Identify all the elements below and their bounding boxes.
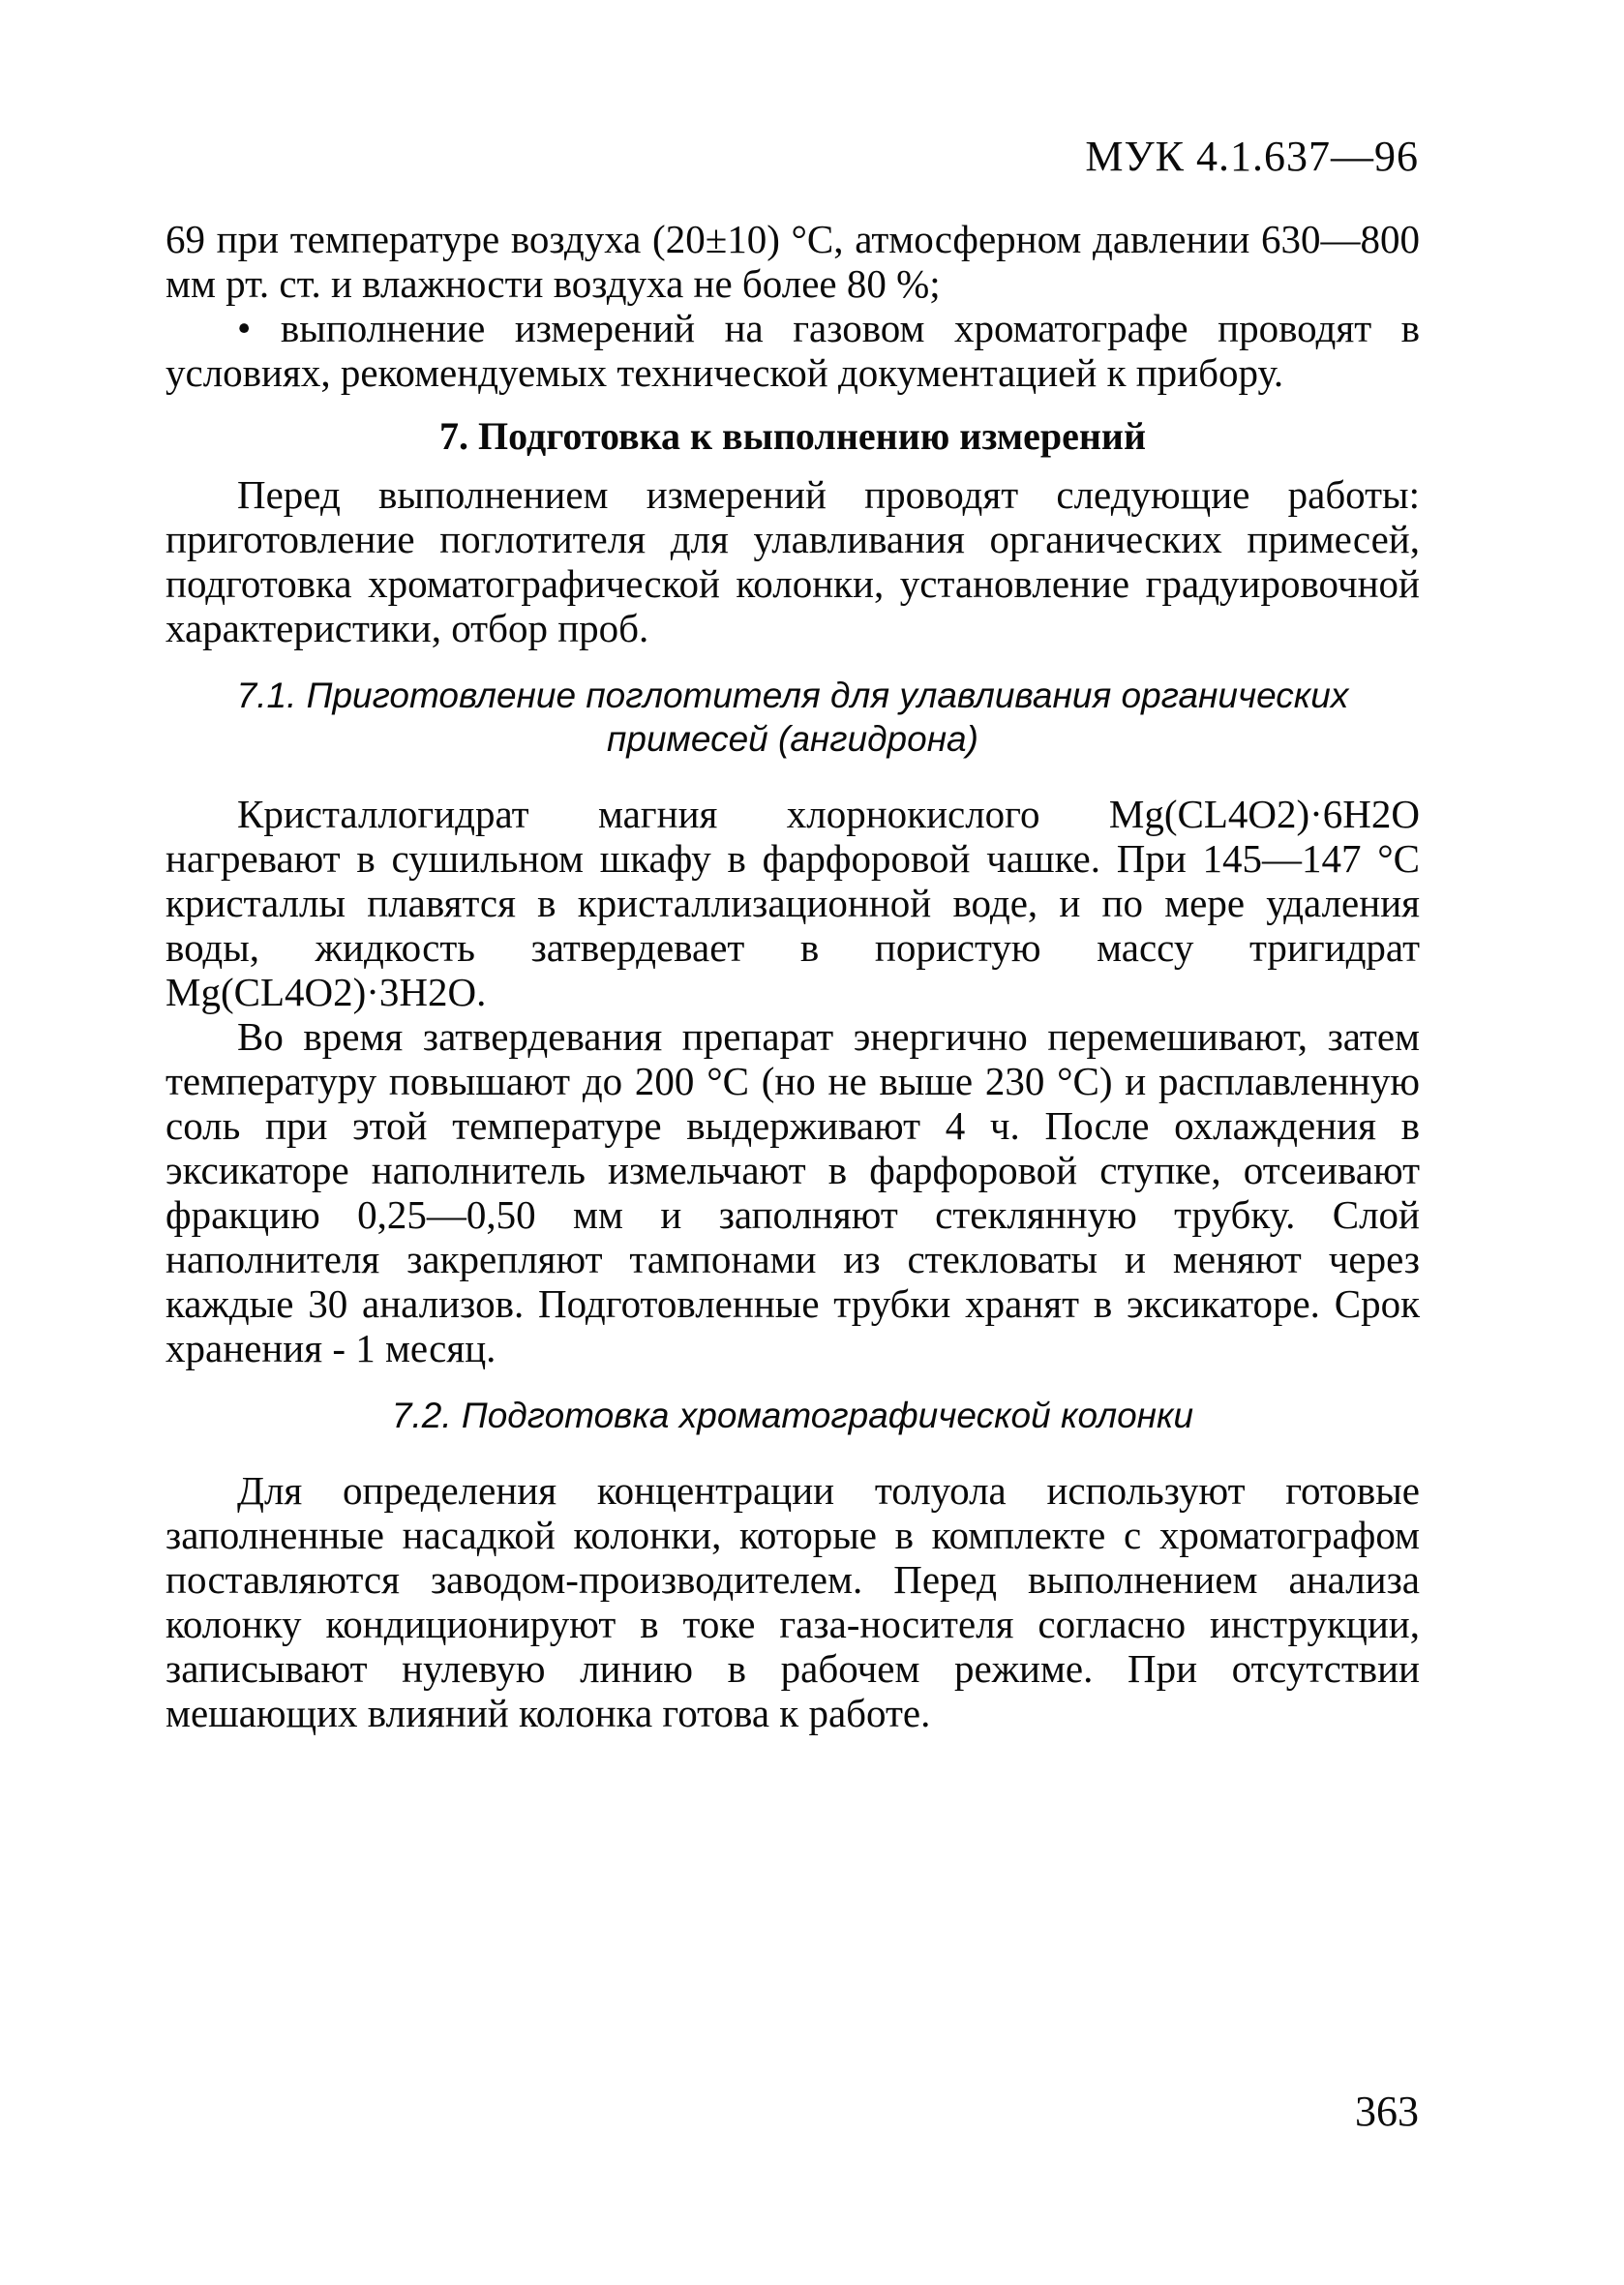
paragraph-continuation: 69 при температуре воздуха (20±10) °С, атмосферном давлении 630—800 мм рт. ст. и влажности воздуха не более 80 %; (165, 217, 1420, 306)
document-code: МУК 4.1.637—96 (1085, 133, 1419, 180)
page-number: 363 (1355, 2088, 1419, 2135)
section-7-heading: 7. Подготовка к выполнению измерений (439, 414, 1146, 458)
section-7-1-heading: 7.1. Приготовление поглотителя для улавливания органических примесей (ангидрона) (236, 676, 1349, 759)
section-7-1-paragraph-1: Кристаллогидрат магния хлорнокислого Mg(CL4O2)·6H2O нагревают в сушильном шкафу в фарфоровой чашке. При 145—147 °С кристаллы плавятся в кристаллизационной воде, и по мере удаления воды, жидкость затвердевает в пористую массу тригидрат Mg(CL4O2)·3H2O. (165, 792, 1420, 1014)
page-body (165, 217, 1420, 1735)
section-7-intro: Перед выполнением измерений проводят следующие работы: приготовление поглотителя для улавливания органических примесей, подготовка хроматографической колонки, установление градуировочной характеристики, отбор проб. (165, 472, 1420, 650)
section-7-2-heading: 7.2. Подготовка хроматографической колонки (391, 1396, 1194, 1435)
bullet-paragraph: • выполнение измерений на газовом хроматографе проводят в условиях, рекомендуемых технической документацией к прибору. (165, 306, 1420, 395)
section-7-2-paragraph-1: Для определения концентрации толуола используют готовые заполненные насадкой колонки, которые в комплекте с хроматографом поставляются заводом-производителем. Перед выполнением анализа колонку кондиционируют в токе газа-носителя согласно инструкции, записывают нулевую линию в рабочем режиме. При отсутствии мешающих влияний колонка готова к работе. (165, 1468, 1420, 1735)
section-7-1-paragraph-2: Во время затвердевания препарат энергично перемешивают, затем температуру повышают до 200 °С (но не выше 230 °С) и расплавленную соль при этой температуре выдерживают 4 ч. После охлаждения в эксикаторе наполнитель измельчают в фарфоровой ступке, отсеивают фракцию 0,25—0,50 мм и заполняют стеклянную трубку. Слой наполнителя закрепляют тампонами из стекловаты и меняют через каждые 30 анализов. Подготовленные трубки хранят в эксикаторе. Срок хранения - 1 месяц. (165, 1014, 1420, 1370)
